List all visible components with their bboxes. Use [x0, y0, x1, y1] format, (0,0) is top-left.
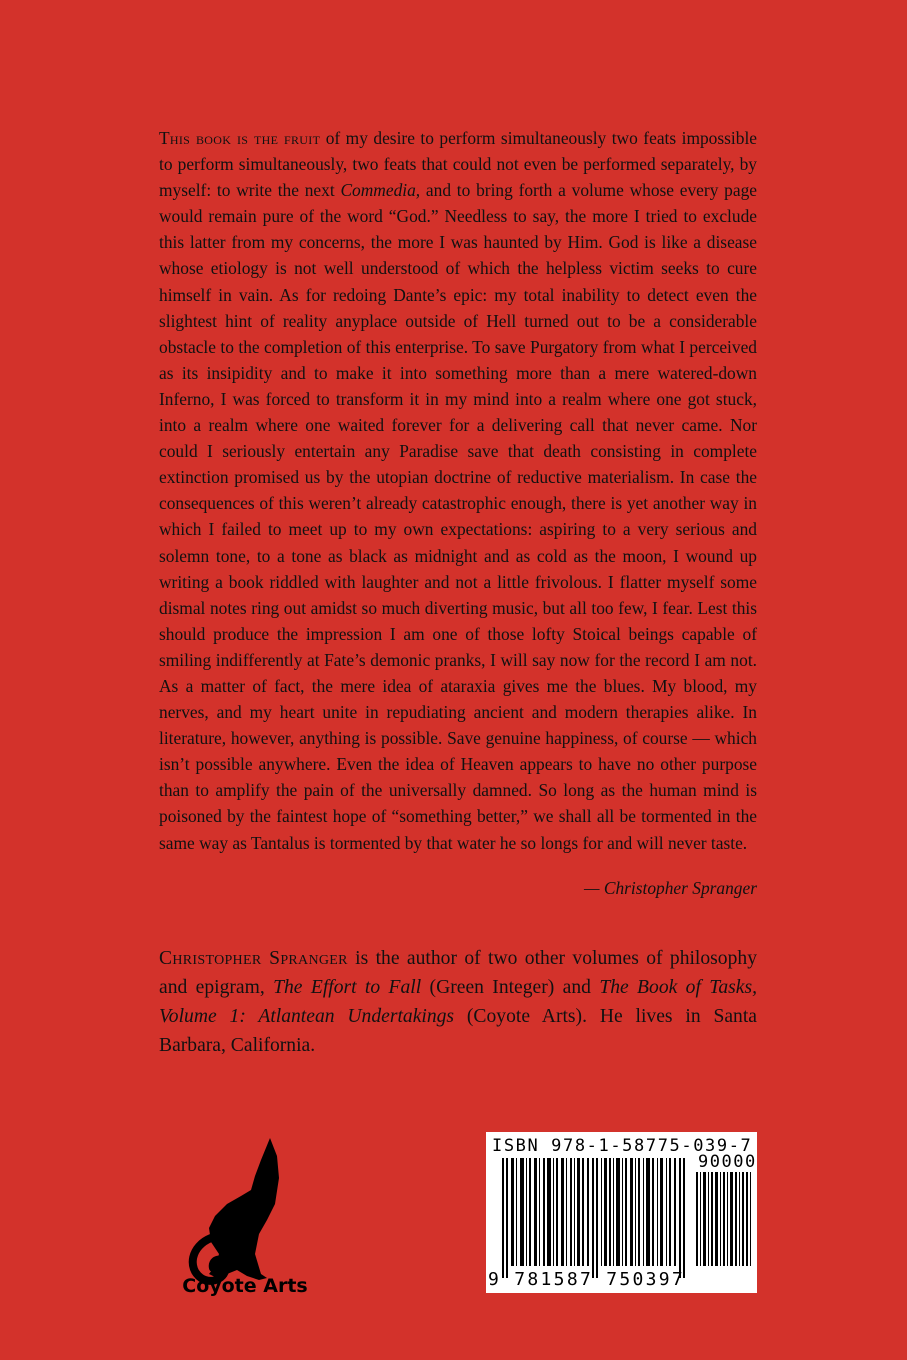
ean-digits: 9 781587 750397 — [488, 1269, 686, 1290]
blurb-lead-smallcaps: This book is the fruit — [159, 128, 321, 148]
bio-text-part2: (Green Integer) and — [421, 977, 600, 998]
bio-text-part3: (Coyote Arts). He lives in Santa Barbara, California. — [159, 1006, 757, 1056]
isbn-barcode — [486, 1132, 757, 1293]
blurb-text-part2: and to bring forth a volume whose every page would remain pure of the word “God.” Needless to say, the more I tried to exclude this latter from my concerns, the more I was haunted by Him. God is like a disease whose etiology is not well understood of which the helpless victim seeks to cure himself in vain. As for redoing Dante’s epic: my total inability to detect even the slightest hint of reality anyplace outside of Hell turned out to be a considerable obstacle to the completion of this enterprise. To save Purgatory from what I perceived as its insipidity and to make it into something more than a mere watered-down Inferno, I was forced to transform it in my mind into a realm where one got stuck, into a realm where one waited forever for a delivering call that never came. Nor could I seriously entertain any Paradise save that death consisting in complete extinction promised us by the utopian doctrine of reductive materialism. In case the consequences of this weren’t already catastrophic enough, there is yet another way in which I failed to meet up to my own expectations: aspiring to a very serious and solemn tone, to a tone as black as midnight and as cold as the moon, I wound up writing a book riddled with laughter and not a little frivolous. I flatter myself some dismal notes ring out amidst so much diverting music, but all too few, I fear. Lest this should produce the impression I am one of those lofty Stoical beings capable of smiling indifferently at Fate’s demonic pranks, I will say now for the record I am not. As a matter of fact, the mere idea of ataraxia gives me the blues. My blood, my nerves, and my heart unite in repudiating ancient and modern therapies alike. In literature, however, anything is possible. Save genuine happiness, of course — which isn’t possible anywhere. Even the idea of Heaven appears to have no other purpose than to amplify the pain of the universally damned. So long as the human mind is poisoned by the faintest hope of “something better,” we shall all be tormented in the same way as Tantalus is tormented by that water he so longs for and will never taste. — [159, 180, 757, 853]
bio-book-title-1: The Effort to Fall — [273, 977, 422, 998]
isbn-label: ISBN 978-1-58775-039-7 — [492, 1136, 753, 1156]
publisher-name: Coyote Arts — [182, 1275, 308, 1297]
author-bio — [159, 944, 757, 1060]
bio-book-title-2: The Book of Tasks, Volume 1: Atlantean Undertakings — [159, 977, 758, 1027]
blurb-text-part1: of my desire to perform simultaneously two feats impossible to perform simultaneously, two feats that could not even be performed separately, by myself: to write the next — [159, 128, 757, 201]
author-name: Christopher Spranger — [159, 948, 348, 969]
blurb-signature: — Christopher Spranger — [584, 878, 757, 898]
price-code: 90000 — [698, 1152, 757, 1172]
back-cover-blurb — [159, 125, 757, 856]
blurb-title-commedia: Commedia, — [340, 180, 421, 201]
bio-text-part1: is the author of two other volumes of philosophy and epigram, — [159, 948, 757, 998]
